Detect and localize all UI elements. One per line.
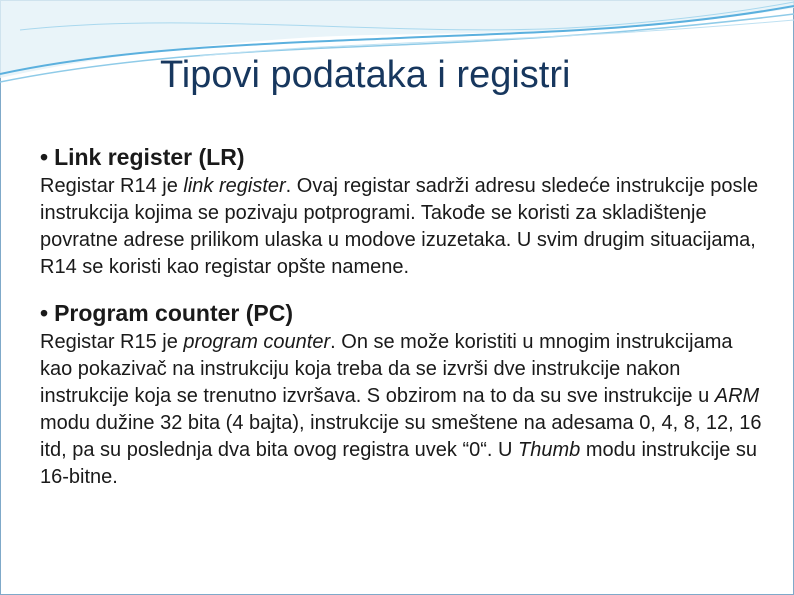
heading-text: Link register (LR) bbox=[54, 144, 245, 170]
para-run-italic: ARM bbox=[714, 385, 760, 407]
bullet: • bbox=[40, 300, 49, 326]
section-program-counter bbox=[40, 299, 770, 491]
para-run-italic: link register bbox=[183, 175, 286, 197]
para-run: Registar R14 je bbox=[40, 175, 184, 197]
para-run-italic: program counter bbox=[183, 331, 331, 353]
para-run: modu dužine 32 bita (4 bajta), instrukcije su smeštene na adesama 0, 4, 8, 12, 16 itd, pa su poslednja dva bita ovog registra uvek “0“. U bbox=[40, 412, 762, 461]
heading-text: Program counter (PC) bbox=[54, 300, 294, 326]
para-run: . Ovaj registar sadrži adresu sledeće instrukcije posle instrukcija kojima se pozivaju potprogrami. Takođe se koristi za skladištenje povratne adrese prilikom ulaska u modove izuzetaka. U svim drugim situacijama, R14 se koristi kao registar opšte namene. bbox=[40, 175, 759, 278]
bullet: • bbox=[40, 144, 49, 170]
para-run: modu instrukcije su 16-bitne. bbox=[40, 439, 758, 488]
para-run: Registar R15 je bbox=[40, 331, 184, 353]
section-paragraph bbox=[40, 329, 770, 491]
section-heading bbox=[40, 143, 770, 171]
section-link-register bbox=[40, 143, 770, 281]
slide-title: Tipovi podataka i registri bbox=[160, 54, 571, 96]
slide-content bbox=[40, 143, 770, 491]
section-heading bbox=[40, 299, 770, 327]
para-run: . On se može koristiti u mnogim instrukcijama kao pokazivač na instrukciju koja treba da se izvrši dve instrukcije nakon instrukcije koja se trenutno izvršava. S obzirom na to da su sve instrukcije u bbox=[40, 331, 733, 407]
section-paragraph bbox=[40, 173, 770, 281]
para-run-italic: Thumb bbox=[518, 439, 581, 461]
